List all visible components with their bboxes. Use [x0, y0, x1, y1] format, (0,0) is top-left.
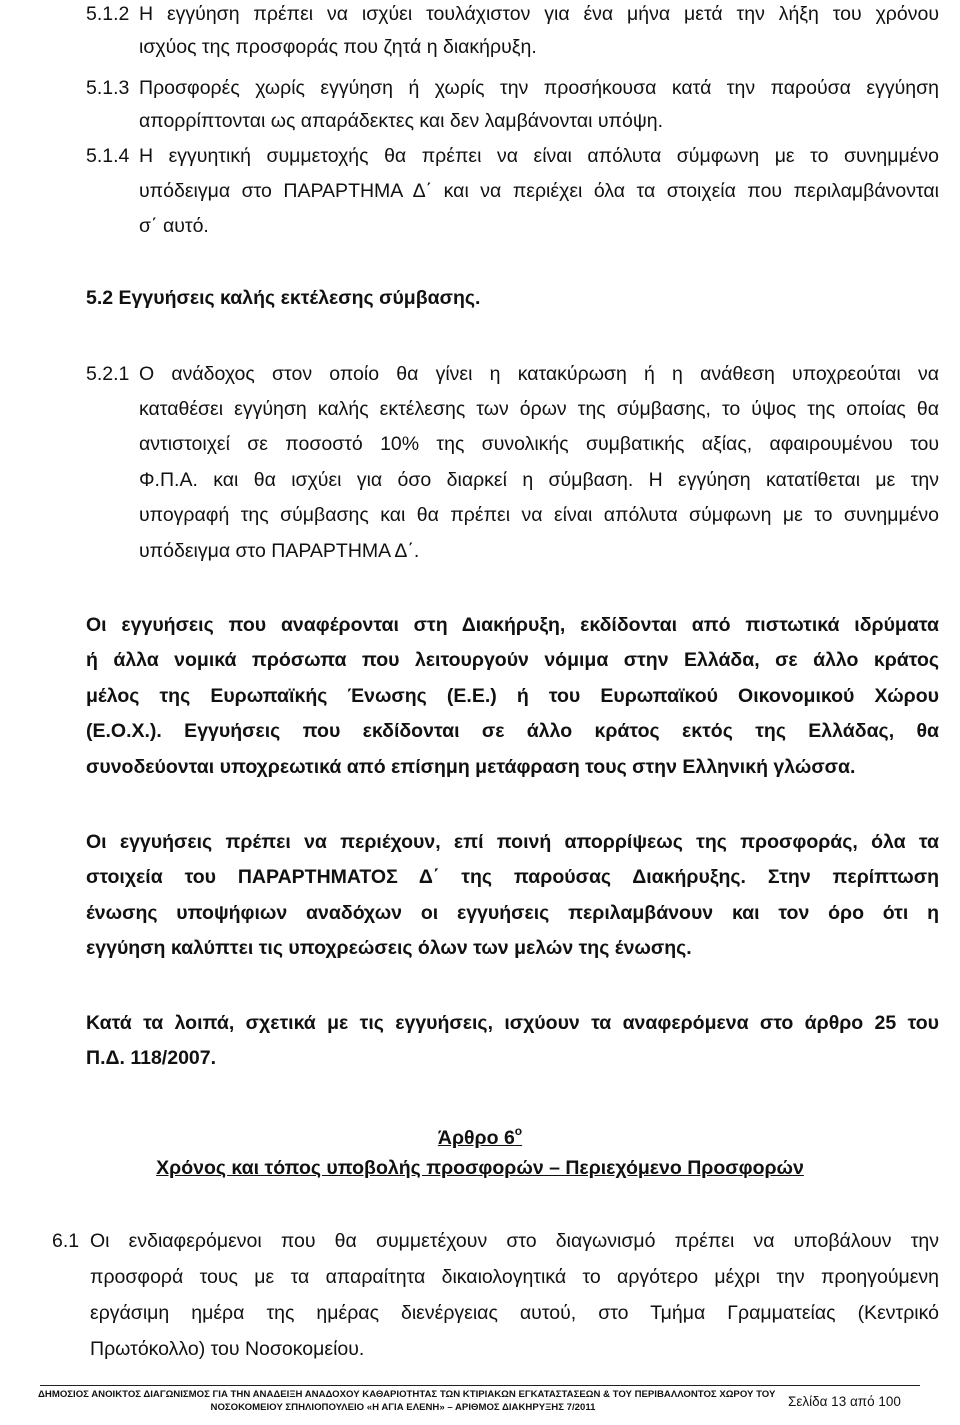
item-6-1-line: προσφορά τους με τα απαραίτητα δικαιολογητικά το αργότερο μέχρι την προηγούμενη — [90, 1266, 939, 1288]
item-5-1-2-line: Η εγγύηση πρέπει να ισχύει τουλάχιστον για ένα μήνα μετά την λήξη του χρόνου — [139, 3, 939, 25]
item-5-1-3-number: 5.1.3 — [86, 77, 130, 99]
bold-paragraph-2-line: στοιχεία του ΠΑΡΑΡΤΗΜΑΤΟΣ Δ΄ της παρούσας Διακήρυξης. Στην περίπτωση — [86, 866, 939, 888]
bold-paragraph-2-line: εγγύηση καλύπτει τις υποχρεώσεις όλων των μελών της ένωσης. — [86, 937, 692, 959]
footer-rule — [40, 1385, 920, 1386]
item-5-1-4-number: 5.1.4 — [86, 145, 130, 167]
section-5-2-heading: 5.2 Εγγυήσεις καλής εκτέλεσης σύμβασης. — [86, 287, 481, 309]
item-6-1-line: Πρωτόκολλο) του Νοσοκομείου. — [90, 1338, 365, 1360]
item-5-2-1-number: 5.2.1 — [86, 363, 130, 385]
bold-paragraph-1-line: Οι εγγυήσεις που αναφέρονται στη Διακήρυξη, εκδίδονται από πιστωτικά ιδρύματα — [86, 614, 939, 636]
bold-paragraph-3-line: Π.Δ. 118/2007. — [86, 1047, 217, 1069]
item-5-1-4-line: υπόδειγμα στο ΠΑΡΑΡΤΗΜΑ Δ΄ και να περιέχει όλα τα στοιχεία που περιλαμβάνονται — [139, 180, 939, 202]
bold-paragraph-3-line: Κατά τα λοιπά, σχετικά με τις εγγυήσεις, ισχύουν τα αναφερόμενα στο άρθρο 25 του — [86, 1012, 939, 1034]
item-6-1-line: εργάσιμη ημέρα της ημέρας διενέργειας αυτού, στο Τμήμα Γραμματείας (Κεντρικό — [90, 1302, 939, 1324]
item-5-1-2-number: 5.1.2 — [86, 3, 130, 25]
bold-paragraph-2-line: ένωσης υποψήφιων αναδόχων οι εγγυήσεις περιλαμβάνουν και τον όρο ότι η — [86, 902, 939, 924]
item-5-2-1-line: αντιστοιχεί σε ποσοστό 10% της συνολικής συμβατικής αξίας, αφαιρουμένου του — [139, 433, 939, 455]
footer-line-1: ΔΗΜΟΣΙΟΣ ΑΝΟΙΚΤΟΣ ΔΙΑΓΩΝΙΣΜΟΣ ΓΙΑ ΤΗΝ ΑΝΑΔΕΙΞΗ ΑΝΑΔΟΧΟΥ ΚΑΘΑΡΙΟΤΗΤΑΣ ΤΩΝ ΚΤΙΡΙΑΚΩΝ ΕΓΚΑΤΑΣΤΑΣΕΩΝ & ΤΟΥ ΠΕΡΙΒΑΛΛΟΝΤΟΣ ΧΩΡΟΥ ΤΟΥ — [38, 1389, 776, 1400]
item-5-2-1-line: Ο ανάδοχος στον οποίο θα γίνει η κατακύρωση ή η ανάθεση υποχρεούται να — [139, 363, 939, 385]
item-5-2-1-line: υπόδειγμα στο ΠΑΡΑΡΤΗΜΑ Δ΄. — [139, 540, 420, 562]
item-6-1-number: 6.1 — [52, 1230, 80, 1252]
article-title: Άρθρο $6^o$ — [437, 1124, 523, 1149]
bold-paragraph-1-line: ή άλλα νομικά πρόσωπα που λειτουργούν νόμιμα στην Ελλάδα, σε άλλο κράτος — [86, 649, 939, 671]
item-5-1-4-line: σ΄ αυτό. — [139, 215, 209, 237]
bold-paragraph-1-line: συνοδεύονται υποχρεωτικά από επίσημη μετάφραση τους στην Ελληνική γλώσσα. — [86, 756, 856, 778]
item-5-1-4-line: Η εγγυητική συμμετοχής θα πρέπει να είναι απόλυτα σύμφωνη με το συνημμένο — [139, 145, 939, 167]
bold-paragraph-2-line: Οι εγγυήσεις πρέπει να περιέχουν, επί ποινή απορρίψεως της προσφοράς, όλα τα — [86, 831, 939, 853]
bold-paragraph-1-line: (Ε.Ο.Χ.). Εγγυήσεις που εκδίδονται σε άλλο κράτος εκτός της Ελλάδας, θα — [86, 720, 939, 742]
item-6-1-line: Οι ενδιαφερόμενοι που θα συμμετέχουν στο διαγωνισμό πρέπει να υποβάλουν την — [90, 1230, 939, 1252]
item-5-2-1-line: Φ.Π.Α. και θα ισχύει για όσο διαρκεί η σύμβαση. Η εγγύηση κατατίθεται με την — [139, 469, 939, 491]
item-5-1-3-line: Προσφορές χωρίς εγγύηση ή χωρίς την προσήκουσα κατά την παρούσα εγγύηση — [139, 77, 939, 99]
footer-text — [38, 1388, 776, 1414]
footer-line-2: ΝΟΣΟΚΟΜΕΙΟΥ ΣΠΗΛΙΟΠΟΥΛΕΙΟ «Η ΑΓΙΑ ΕΛΕΝΗ» – ΑΡΙΘΜΟΣ ΔΙΑΚΗΡΥΞΗΣ 7/2011 — [210, 1402, 596, 1413]
item-5-2-1-line: καταθέσει εγγύηση καλής εκτέλεσης των όρων της σύμβασης, το ύψος της οποίας θα — [139, 398, 939, 420]
item-5-1-3-line: απορρίπτονται ως απαράδεκτες και δεν λαμβάνονται υπόψη. — [139, 110, 664, 132]
bold-paragraph-1-line: μέλος της Ευρωπαϊκής Ένωσης (Ε.Ε.) ή του Ευρωπαϊκού Οικονομικού Χώρου — [86, 685, 939, 707]
article-subtitle: Χρόνος και τόπος υποβολής προσφορών – Περιεχόμενο Προσφορών — [156, 1157, 804, 1179]
item-5-2-1-line: υπογραφή της σύμβασης και θα πρέπει να είναι απόλυτα σύμφωνη με το συνημμένο — [139, 504, 939, 526]
item-5-1-2-line: ισχύος της προσφοράς που ζητά η διακήρυξη. — [139, 36, 537, 58]
page-number: Σελίδα 13 από 100 — [788, 1394, 901, 1409]
